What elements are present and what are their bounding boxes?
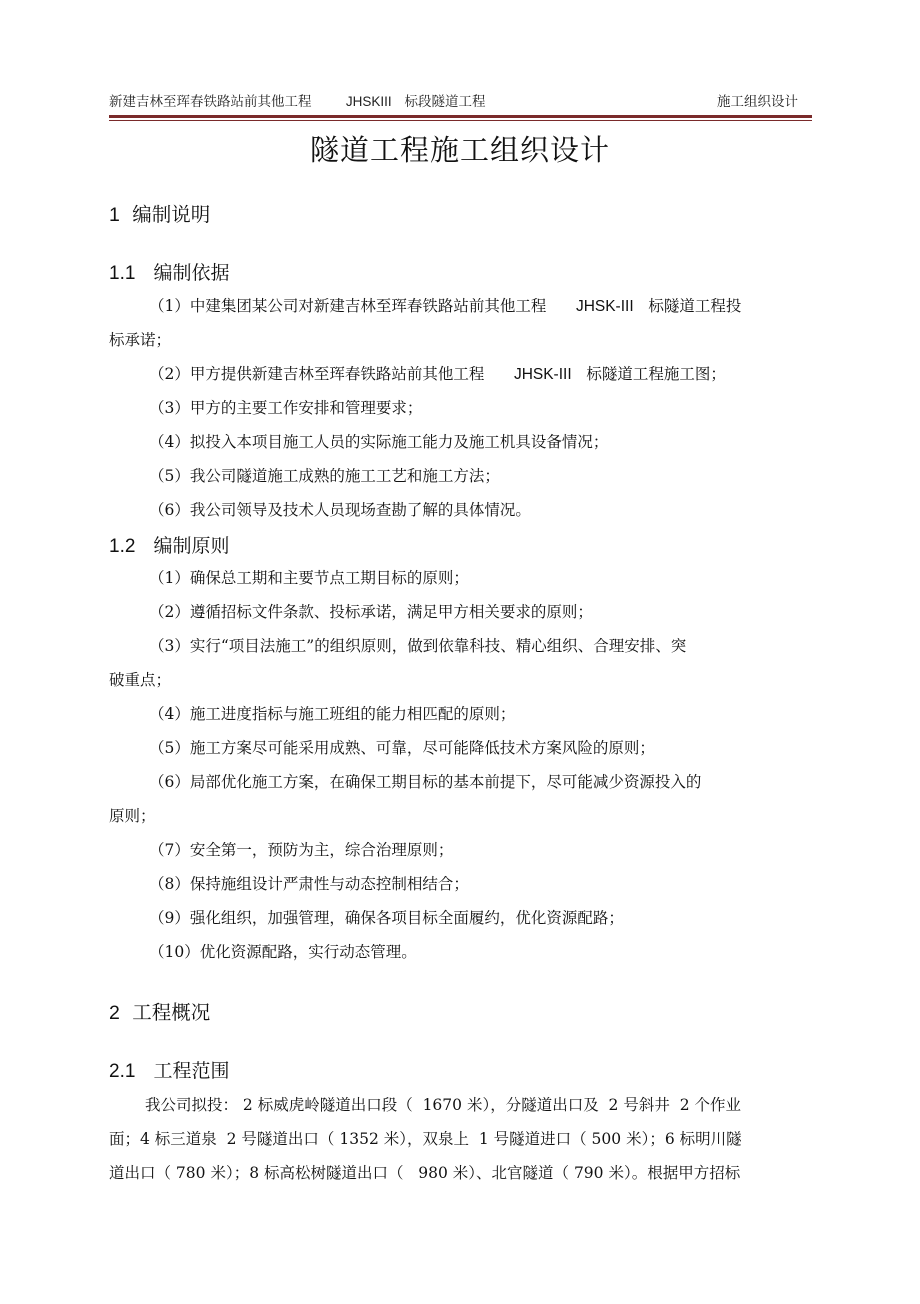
- basis-item-2: （2）甲方提供新建吉林至珲春铁路站前其他工程 JHSK-III 标隧道工程施工图；: [149, 365, 726, 383]
- principle-item-6-cont: 原则；: [109, 807, 156, 825]
- principle-item-2: （2）遵循招标文件条款、投标承诺，满足甲方相关要求的原则；: [149, 603, 593, 621]
- principle-item-4: （4）施工进度指标与施工班组的能力相匹配的原则；: [149, 705, 516, 723]
- header-left: 新建吉林至珲春铁路站前其他工程 JHSKIII 标段隧道工程: [109, 94, 486, 110]
- principle-item-6: （6）局部优化施工方案，在确保工期目标的基本前提下，尽可能减少资源投入的: [149, 773, 702, 791]
- principle-item-8: （8）保持施组设计严肃性与动态控制相结合；: [149, 875, 469, 893]
- heading-section-1: 1 编制说明: [109, 203, 211, 226]
- principle-item-3-cont: 破重点；: [109, 671, 172, 689]
- basis-item-4: （4）拟投入本项目施工人员的实际施工能力及施工机具设备情况；: [149, 433, 609, 451]
- page-header: [109, 90, 812, 112]
- basis-item-1: （1）中建集团某公司对新建吉林至珲春铁路站前其他工程 JHSK-III 标隧道工程投: [149, 297, 742, 315]
- heading-section-1-1: 1.1 编制依据: [109, 262, 230, 284]
- scope-line-3: 道出口（ 780 米）；8 标高松树隧道出口（ 980 米）、北官隧道（ 790 米）。根据甲方招标: [109, 1164, 741, 1182]
- document-title: 隧道工程施工组织设计: [309, 133, 610, 167]
- principle-item-5: （5）施工方案尽可能采用成熟、可靠，尽可能降低技术方案风险的原则；: [149, 739, 655, 757]
- header-right: 施工组织设计: [717, 94, 798, 110]
- basis-item-5: （5）我公司隧道施工成熟的施工工艺和施工方法；: [149, 467, 500, 485]
- principle-item-7: （7）安全第一，预防为主，综合治理原则；: [149, 841, 454, 859]
- basis-item-3: （3）甲方的主要工作安排和管理要求；: [149, 399, 423, 417]
- principle-item-9: （9）强化组织，加强管理，确保各项目标全面履约，优化资源配路；: [149, 909, 624, 927]
- header-rule-thick: [109, 115, 812, 118]
- principle-item-3: （3）实行“项目法施工”的组织原则，做到依靠科技、精心组织、合理安排、突: [149, 637, 687, 655]
- basis-item-1-cont: 标承诺；: [109, 331, 172, 349]
- heading-section-1-2: 1.2 编制原则: [109, 535, 230, 557]
- heading-section-2: 2 工程概况: [109, 1001, 211, 1024]
- header-rule-thin: [109, 120, 812, 121]
- principle-item-10: （10）优化资源配路，实行动态管理。: [149, 943, 417, 961]
- principle-item-1: （1）确保总工期和主要节点工期目标的原则；: [149, 569, 469, 587]
- scope-line-1: 我公司拟投： 2 标威虎岭隧道出口段（ 1670 米），分隧道出口及 2 号斜井 2 个作业: [145, 1096, 741, 1114]
- heading-section-2-1: 2.1 工程范围: [109, 1060, 230, 1082]
- scope-line-2: 面；4 标三道泉 2 号隧道出口（ 1352 米），双泉上 1 号隧道进口（ 500 米）；6 标明川隧: [109, 1130, 742, 1148]
- basis-item-6: （6）我公司领导及技术人员现场查勘了解的具体情况。: [149, 501, 531, 519]
